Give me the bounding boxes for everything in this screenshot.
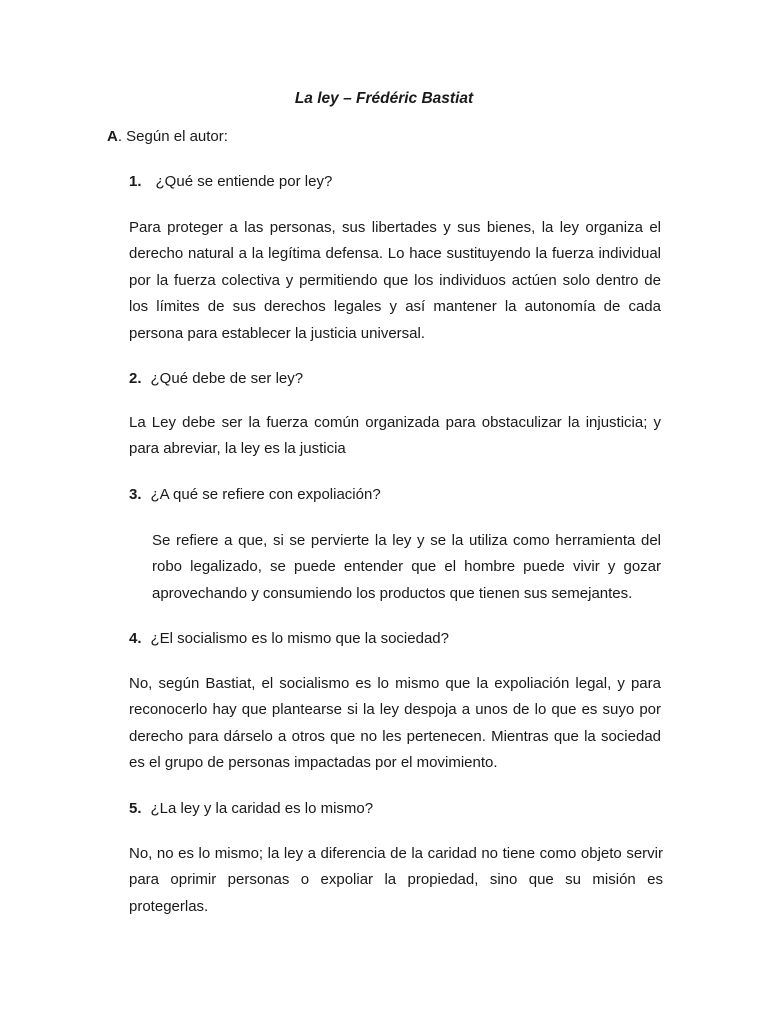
- question-5: [129, 800, 373, 817]
- section-text: . Según el autor:: [117, 128, 228, 145]
- question-number: 3.: [129, 486, 142, 503]
- answer-4: No, según Bastiat, el socialismo es lo mismo que la expoliación legal, y para reconocerlo hay que plantearse si la ley despoja a unos de lo que es suyo por derecho para dárselo a otros que no les pertenecen. Mientras que la sociedad es el grupo de personas impactadas por el movimiento.: [129, 675, 661, 772]
- document-title: La ley – Frédéric Bastiat: [294, 90, 474, 107]
- question-text: ¿Qué se entiende por ley?: [155, 173, 333, 190]
- answer-1: Para proteger a las personas, sus libertades y sus bienes, la ley organiza el derecho natural a la legítima defensa. Lo hace sustituyendo la fuerza individual por la fuerza colectiva y permitiendo que los individuos actúen solo dentro de los límites de sus derechos legales y así mantener la autonomía de cada persona para establecer la justicia universal.: [129, 219, 661, 342]
- question-3: [129, 486, 381, 503]
- question-number: 4.: [129, 630, 142, 647]
- answer-3: Se refiere a que, si se pervierte la ley y se la utiliza como herramienta del robo legalizado, se puede entender que el hombre puede vivir y gozar aprovechando y consumiendo los productos que tienen sus semejantes.: [152, 532, 661, 602]
- question-4: [129, 630, 449, 647]
- question-text: ¿A qué se refiere con expoliación?: [150, 486, 381, 503]
- question-text: ¿Qué debe de ser ley?: [150, 370, 304, 387]
- question-1: [129, 173, 332, 190]
- question-number: 5.: [129, 800, 142, 817]
- section-letter: A: [107, 128, 118, 145]
- answer-2: La Ley debe ser la fuerza común organizada para obstaculizar la injusticia; y para abreviar, la ley es la justicia: [129, 414, 661, 458]
- question-number: 2.: [129, 370, 142, 387]
- answer-5: No, no es lo mismo; la ley a diferencia de la caridad no tiene como objeto servir para oprimir personas o expoliar la propiedad, sino que su misión es protegerlas.: [129, 845, 663, 915]
- question-text: ¿El socialismo es lo mismo que la sociedad?: [150, 630, 449, 647]
- question-number: 1.: [129, 173, 142, 190]
- question-text: ¿La ley y la caridad es lo mismo?: [150, 800, 374, 817]
- section-heading: [107, 128, 228, 145]
- question-2: [129, 370, 303, 387]
